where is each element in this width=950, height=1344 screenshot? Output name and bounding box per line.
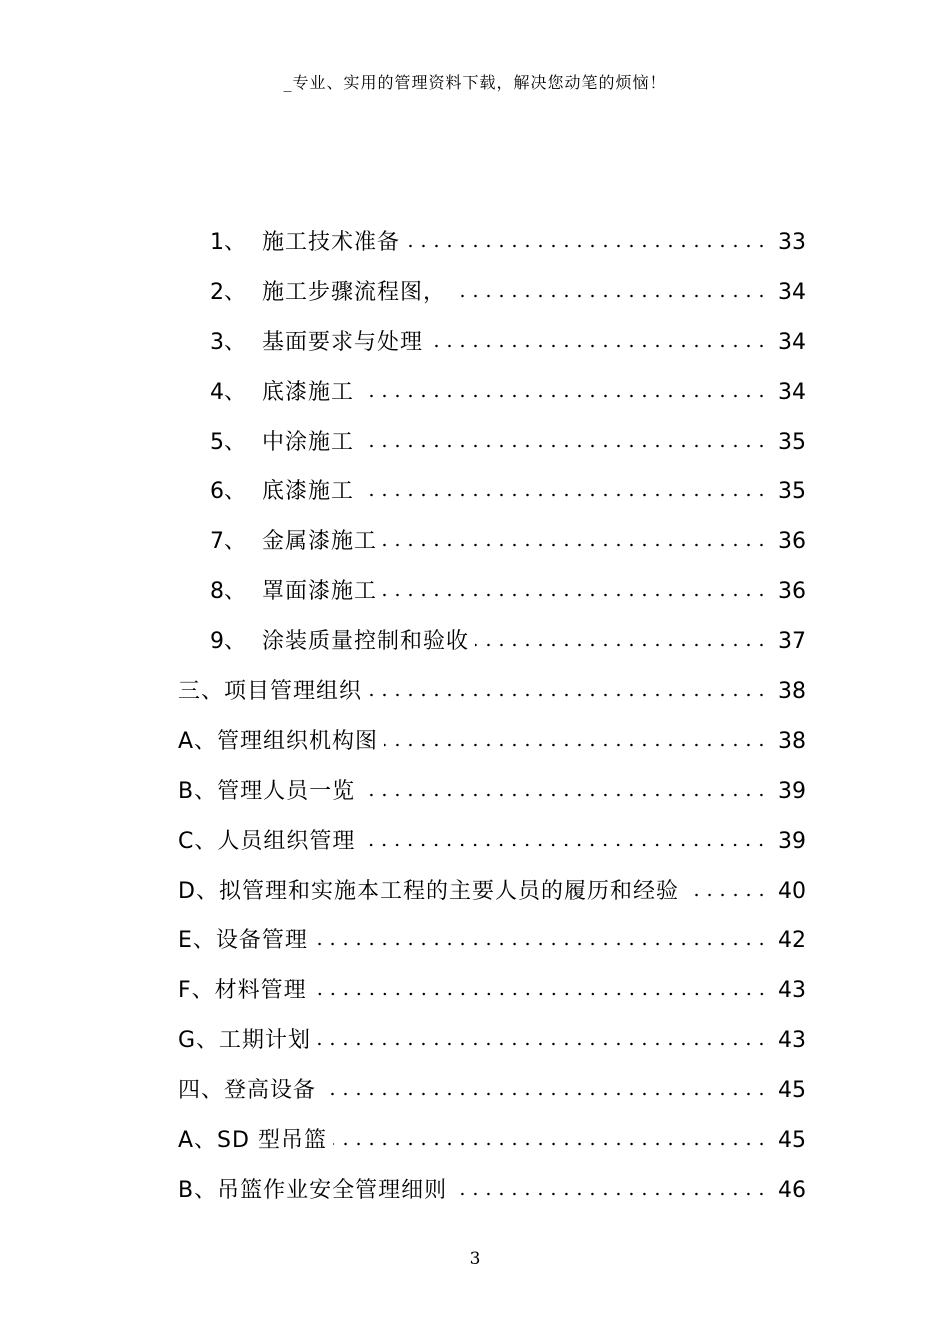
toc-dot-leader bbox=[314, 941, 768, 947]
toc-entry[interactable] bbox=[178, 916, 806, 966]
page-number: 3 bbox=[469, 1249, 481, 1269]
toc-dot-leader bbox=[429, 343, 768, 349]
toc-entry-page: 36 bbox=[778, 579, 806, 605]
toc-entry-title: 四、登高设备 bbox=[178, 1078, 317, 1104]
toc-entry[interactable] bbox=[178, 368, 806, 418]
toc-dot-leader bbox=[360, 492, 768, 498]
toc-entry-title: 基面要求与处理 bbox=[262, 329, 424, 355]
toc-dot-leader bbox=[368, 692, 768, 698]
toc-entry-page: 33 bbox=[778, 229, 806, 255]
toc-entry[interactable] bbox=[178, 467, 806, 517]
toc-entry-page: 39 bbox=[778, 828, 806, 854]
toc-entry-title: 罩面漆施工 bbox=[262, 579, 378, 605]
toc-entry[interactable] bbox=[178, 1066, 806, 1116]
toc-entry-number: 7、 bbox=[210, 529, 246, 555]
toc-entry-number: 3、 bbox=[210, 329, 246, 355]
toc-entry-number: 4、 bbox=[210, 379, 246, 405]
toc-entry-number: 5、 bbox=[210, 429, 246, 455]
toc-dot-leader bbox=[383, 592, 768, 598]
toc-dot-leader bbox=[453, 1191, 768, 1197]
toc-dot-leader bbox=[333, 1141, 768, 1147]
toc-entry-page: 43 bbox=[778, 1028, 806, 1054]
toc-entry[interactable] bbox=[178, 418, 806, 468]
toc-entry-page: 42 bbox=[778, 928, 806, 954]
toc-entry-page: 43 bbox=[778, 978, 806, 1004]
toc-entry-title: 底漆施工 bbox=[262, 379, 355, 405]
toc-entry-title: 施工技术准备 bbox=[262, 229, 401, 255]
table-of-contents bbox=[178, 218, 806, 1216]
toc-entry-title: 涂装质量控制和验收 bbox=[262, 629, 470, 655]
toc-entry-title: 金属漆施工 bbox=[262, 529, 378, 555]
toc-entry-title: 三、项目管理组织 bbox=[178, 678, 363, 704]
toc-entry-page: 34 bbox=[778, 329, 806, 355]
toc-entry[interactable] bbox=[178, 966, 806, 1016]
toc-dot-leader bbox=[452, 293, 768, 299]
toc-dot-leader bbox=[384, 742, 768, 748]
toc-entry-number: 9、 bbox=[210, 629, 246, 655]
toc-entry-page: 40 bbox=[778, 878, 806, 904]
toc-dot-leader bbox=[360, 443, 768, 449]
toc-entry-number: 2、 bbox=[210, 279, 246, 305]
toc-entry-number: 8、 bbox=[210, 579, 246, 605]
toc-entry-title: G、工期计划 bbox=[178, 1028, 312, 1054]
toc-entry[interactable] bbox=[178, 1166, 806, 1216]
toc-dot-leader bbox=[475, 642, 768, 648]
toc-entry-title: A、SD 型吊篮 bbox=[178, 1127, 327, 1153]
toc-entry[interactable] bbox=[178, 1116, 806, 1166]
toc-entry-page: 46 bbox=[778, 1177, 806, 1203]
toc-entry[interactable] bbox=[178, 717, 806, 767]
toc-entry-page: 35 bbox=[778, 479, 806, 505]
toc-entry[interactable] bbox=[178, 567, 806, 617]
toc-entry-page: 34 bbox=[778, 379, 806, 405]
toc-dot-leader bbox=[406, 243, 768, 249]
toc-entry[interactable] bbox=[178, 268, 806, 318]
toc-dot-leader bbox=[383, 542, 768, 548]
toc-dot-leader bbox=[360, 393, 768, 399]
toc-entry-page: 35 bbox=[778, 429, 806, 455]
toc-entry[interactable] bbox=[178, 517, 806, 567]
toc-entry[interactable] bbox=[178, 817, 806, 867]
toc-dot-leader bbox=[361, 792, 768, 798]
toc-entry[interactable] bbox=[178, 667, 806, 717]
toc-entry-title: C、人员组织管理 bbox=[178, 828, 356, 854]
toc-entry[interactable] bbox=[178, 218, 806, 268]
toc-entry-page: 38 bbox=[778, 728, 806, 754]
toc-entry-page: 37 bbox=[778, 629, 806, 655]
toc-entry-number: 1、 bbox=[210, 229, 246, 255]
toc-entry[interactable] bbox=[178, 767, 806, 817]
toc-entry-page: 39 bbox=[778, 778, 806, 804]
toc-entry-page: 38 bbox=[778, 678, 806, 704]
toc-entry[interactable] bbox=[178, 318, 806, 368]
toc-entry-title: E、设备管理 bbox=[178, 928, 308, 954]
toc-entry[interactable] bbox=[178, 1016, 806, 1066]
toc-entry-title: F、材料管理 bbox=[178, 978, 307, 1004]
toc-entry[interactable] bbox=[178, 867, 806, 917]
toc-dot-leader bbox=[685, 892, 768, 898]
toc-entry-page: 45 bbox=[778, 1127, 806, 1153]
toc-entry-number: 6、 bbox=[210, 479, 246, 505]
toc-dot-leader bbox=[322, 1091, 768, 1097]
toc-entry-title: 底漆施工 bbox=[262, 479, 355, 505]
toc-entry-title: A、管理组织机构图 bbox=[178, 728, 379, 754]
toc-entry[interactable] bbox=[178, 617, 806, 667]
toc-entry-title: 施工步骤流程图， bbox=[262, 279, 447, 305]
toc-entry-page: 45 bbox=[778, 1078, 806, 1104]
toc-entry-title: D、拟管理和实施本工程的主要人员的履历和经验 bbox=[178, 878, 679, 904]
page-header-text: _专业、实用的管理资料下载，解决您动笔的烦恼！ bbox=[283, 73, 667, 92]
toc-dot-leader bbox=[361, 842, 768, 848]
toc-entry-title: B、管理人员一览 bbox=[178, 778, 356, 804]
toc-dot-leader bbox=[313, 991, 768, 997]
toc-entry-title: B、吊篮作业安全管理细则 bbox=[178, 1177, 448, 1203]
toc-entry-page: 36 bbox=[778, 529, 806, 555]
toc-dot-leader bbox=[317, 1041, 768, 1047]
toc-entry-page: 34 bbox=[778, 279, 806, 305]
toc-entry-title: 中涂施工 bbox=[262, 429, 355, 455]
